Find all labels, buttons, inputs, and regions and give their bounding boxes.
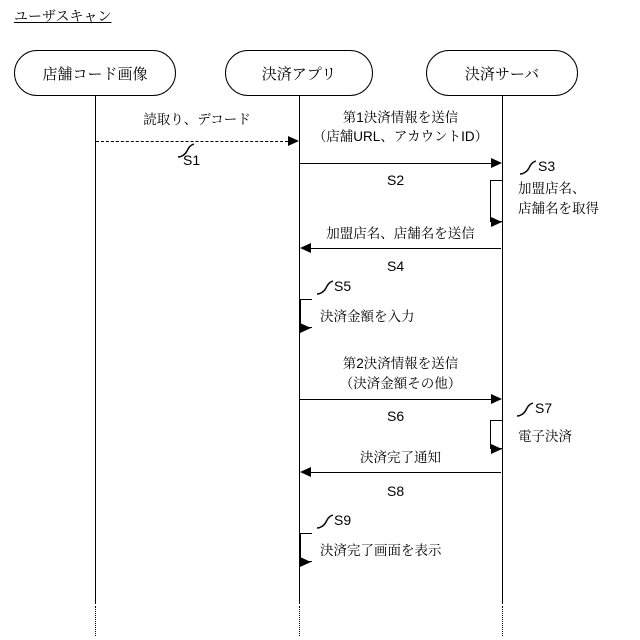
- lifeline-payment-app: [299, 96, 300, 604]
- actor-label: 決済アプリ: [261, 65, 337, 83]
- message-label-s2-line1: 第1決済情報を送信: [342, 110, 459, 125]
- message-label-s8: 決済完了通知: [360, 450, 441, 465]
- step-number-s7: S7: [535, 400, 553, 416]
- step-hook-s3: [518, 158, 540, 176]
- actor-payment-server: [426, 50, 578, 96]
- self-message-box-s3: [490, 180, 502, 222]
- actor-payment-app: [225, 50, 373, 96]
- lifeline-payment-app-tail: [299, 606, 300, 636]
- arrowhead-s2: [491, 158, 502, 168]
- lifeline-store-code-image-tail: [95, 606, 96, 636]
- actor-store-code-image: [14, 50, 176, 96]
- step-hook-s7: [515, 400, 537, 418]
- arrowhead-s9: [300, 557, 311, 567]
- lifeline-payment-server: [502, 96, 503, 604]
- message-arrow-s6: [300, 399, 491, 400]
- page-title: ユーザスキャン: [14, 8, 112, 24]
- message-label-s2-line2: （店舗URL、アカウントID）: [312, 129, 489, 144]
- step-number-s9: S9: [334, 512, 352, 528]
- message-label-s1: 読取り、デコード: [143, 112, 251, 127]
- arrowhead-s8: [300, 467, 311, 477]
- self-message-label-s3-line2: 店舗名を取得: [518, 201, 599, 216]
- message-arrow-s8: [311, 472, 501, 473]
- step-number-s5: S5: [334, 278, 352, 294]
- arrowhead-s5: [300, 323, 311, 333]
- step-number-s2: S2: [387, 172, 405, 188]
- actor-label: 決済サーバ: [464, 65, 540, 83]
- step-number-s6: S6: [387, 408, 405, 424]
- step-number-s3: S3: [538, 158, 556, 174]
- self-message-label-s5: 決済金額を入力: [320, 309, 415, 324]
- message-label-s6-line2: （決済金額その他）: [339, 376, 462, 391]
- step-number-s4: S4: [387, 258, 405, 274]
- lifeline-store-code-image: [95, 96, 96, 604]
- self-message-label-s7: 電子決済: [518, 429, 572, 444]
- arrowhead-s4: [300, 243, 311, 253]
- message-label-s6-line1: 第2決済情報を送信: [342, 356, 459, 371]
- actor-label: 店舗コード画像: [42, 65, 148, 83]
- arrowhead-s6: [491, 394, 502, 404]
- self-message-label-s3-line1: 加盟店名、: [518, 181, 586, 196]
- message-arrow-s2: [300, 163, 491, 164]
- lifeline-payment-server-tail: [502, 606, 503, 636]
- message-arrow-s4: [311, 248, 501, 249]
- step-number-s1: S1: [183, 152, 201, 168]
- step-number-s8: S8: [387, 483, 405, 499]
- message-label-s4: 加盟店名、店舗名を送信: [326, 226, 475, 241]
- self-message-label-s9: 決済完了画面を表示: [320, 543, 442, 558]
